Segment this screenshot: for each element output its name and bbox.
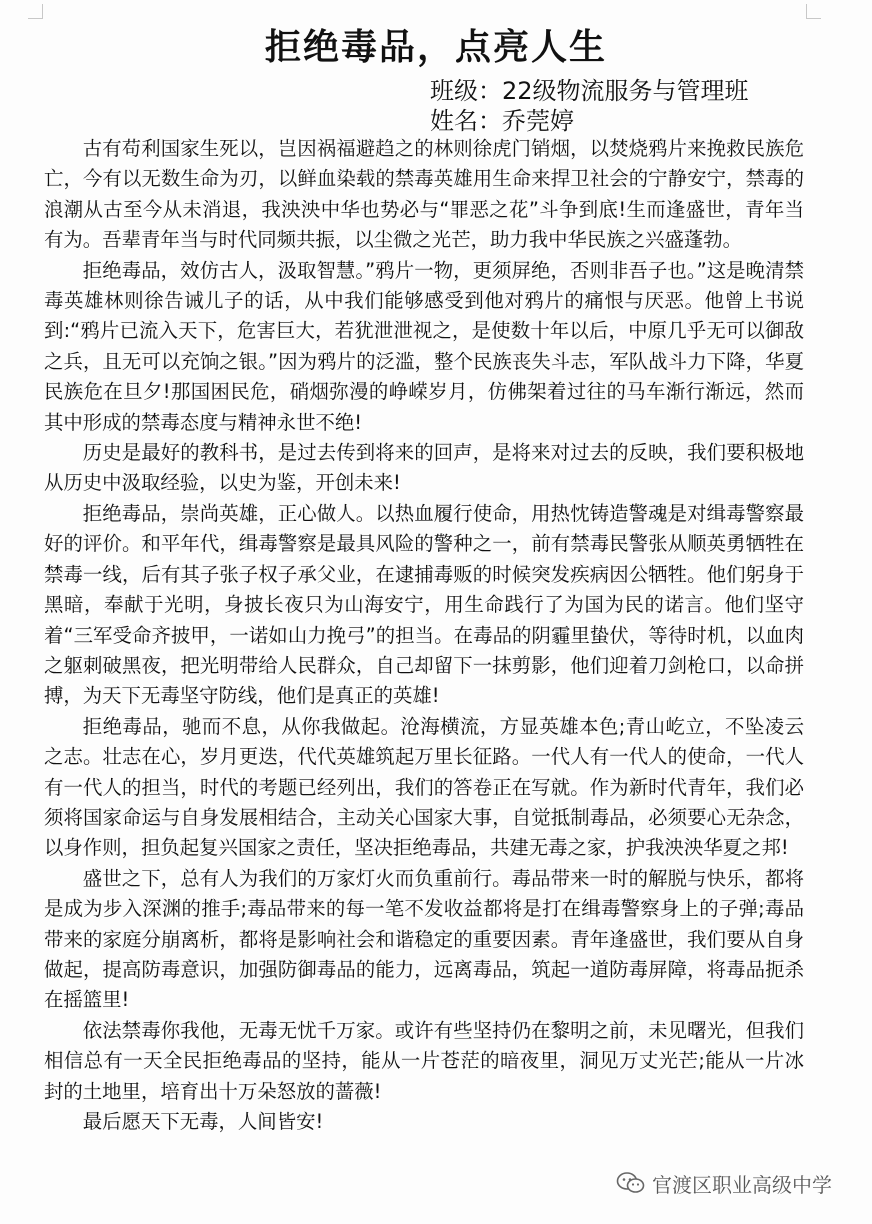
- document-title: 拒绝毒品，点亮人生: [264, 27, 607, 68]
- paragraph: 古有苟利国家生死以，岂因祸福避趋之的林则徐虎门销烟，以焚烧鸦片来挽救民族危亡，今有以无数生命为刃，以鲜血染载的禁毒英雄用生命来捍卫社会的宁静安宁，禁毒的浪潮从古至今从未消退，我泱泱中华也势必与“罪恶之花”斗争到底!生而逢盛世，青年当有为。吾辈青年当与时代同频共振，以尘微之光芒，助力我中华民族之兴盛蓬勃。: [44, 137, 804, 252]
- paragraph: 历史是最好的教科书，是过去传到将来的回声，是将来对过去的反映，我们要积极地从历史中汲取经验，以史为鉴，开创未来!: [44, 441, 804, 495]
- paragraph: 最后愿天下无毒，人间皆安!: [82, 1110, 324, 1133]
- paragraph: 依法禁毒你我他，无毒无忧千万家。或许有些坚持仍在黎明之前，未见曙光，但我们相信总有一天全民拒绝毒品的坚持，能从一片苍茫的暗夜里，洞见万丈光芒;能从一片冰封的土地里，培育出十万朵怒放的蔷薇!: [44, 1018, 804, 1103]
- crop-mark-top-left: [28, 4, 43, 19]
- paragraph: 拒绝毒品，效仿古人，汲取智慧。”鸦片一物，更须屏绝，否则非吾子也。”这是晚清禁毒英雄林则徐告诫儿子的话，从中我们能够感受到他对鸦片的痛恨与厌恶。他曾上书说到:“鸦片已流入天下，危害巨大，若犹泄泄视之，是使数十年以后，中原几乎无可以御敌之兵，且无可以充饷之银。”因为鸦片的泛滥，整个民族丧失斗志，军队战斗力下降，华夏民族危在旦夕!那国困民危，硝烟弥漫的峥嵘岁月，仿佛架着过往的马车渐行渐远，然而其中形成的禁毒态度与精神永世不绝!: [44, 258, 804, 434]
- name-line: 姓名：乔莞婷: [430, 107, 574, 135]
- essay-body: [44, 134, 804, 1137]
- class-line: 班级：22级物流服务与管理班: [430, 77, 749, 105]
- watermark-text: 官渡区职业高级中学: [652, 1172, 832, 1197]
- paragraph: 拒绝毒品，驰而不息，从你我做起。沧海横流，方显英雄本色;青山屹立，不坠凌云之志。壮志在心，岁月更迭，代代英雄筑起万里长征路。一代人有一代人的使命，一代人有一代人的担当，时代的考题已经列出，我们的答卷正在写就。作为新时代青年，我们必须将国家命运与自身发展相结合，主动关心国家大事，自觉抵制毒品，必须要心无杂念，以身作则，担负起复兴国家之责任，坚决拒绝毒品，共建无毒之家，护我泱泱华夏之邦!: [44, 714, 804, 860]
- paragraph: 盛世之下，总有人为我们的万家灯火而负重前行。毒品带来一时的解脱与快乐，都将是成为步入深渊的推手;毒品带来的每一笔不发收益都将是打在缉毒警察身上的子弹;毒品带来的家庭分崩离析，都将是影响社会和谐稳定的重要因素。青年逢盛世，我们要从自身做起，提高防毒意识，加强防御毒品的能力，远离毒品，筑起一道防毒屏障，将毒品扼杀在摇篮里!: [44, 866, 804, 1012]
- paragraph: 拒绝毒品，崇尚英雄，正心做人。以热血履行使命，用热忱铸造警魂是对缉毒警察最好的评价。和平年代，缉毒警察是最具风险的警种之一，前有禁毒民警张从顺英勇牺牲在禁毒一线，后有其子张子权子承父业，在逮捕毒贩的时候突发疾病因公牺牲。他们躬身于黑暗，奉献于光明，身披长夜只为山海安宁，用生命践行了为国为民的诺言。他们坚守着“三军受命齐披甲，一诺如山力挽弓”的担当。在毒品的阴霾里蛰伏，等待时机，以血肉之躯刺破黑夜，把光明带给人民群众，自己却留下一抹剪影，他们迎着刀剑枪口，以命拼搏，为天下无毒坚守防线，他们是真正的英雄!: [44, 501, 804, 708]
- crop-mark-top-right: [806, 4, 821, 19]
- wechat-icon: [616, 1171, 646, 1195]
- wechat-watermark: [616, 1168, 832, 1198]
